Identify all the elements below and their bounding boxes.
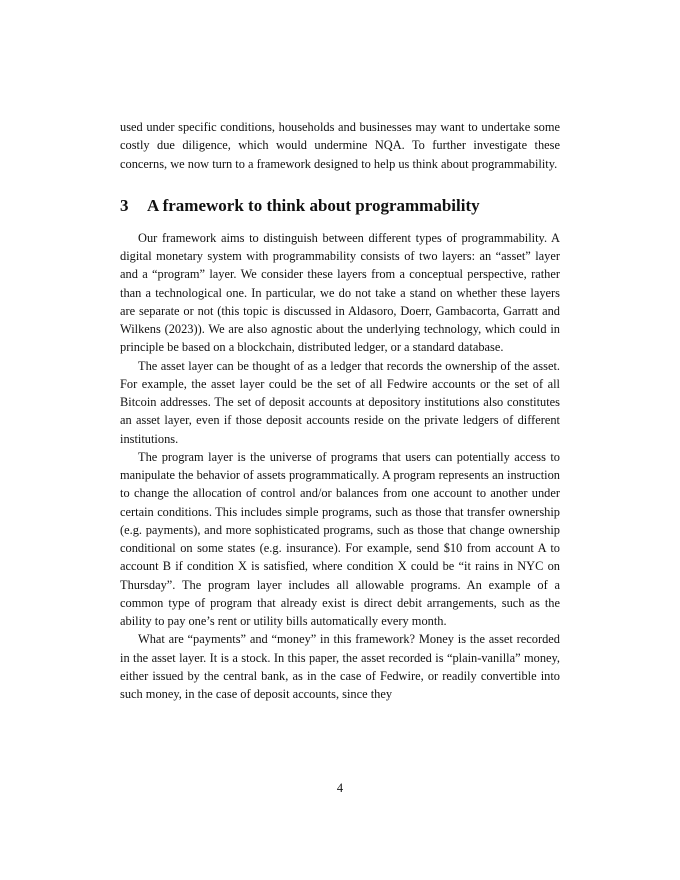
section-title: A framework to think about programmability [147,195,480,215]
intro-paragraph: used under specific conditions, households and businesses may want to undertake some costly due diligence, which would undermine NQA. To further investigate these concerns, we now turn to a framework designed to help us think about programmability. [120,120,560,171]
paragraph-program-layer: The program layer is the universe of programs that users can potentially access to manipulate the behavior of assets programmatically. A program represents an instruction to change the allocation of control and/or balances from one account to another under certain conditions. This includes simple programs, such as those that transfer ownership (e.g. payments), and more sophisticated programs, such as those that change ownership conditional on some states (e.g. insurance). For example, send $10 from account A to account B if condition X is satisfied, where condition X could be “it rains in NYC on Thursday”. The program layer includes all allowable programs. An example of a common type of program that already exist is direct debit arrangements, such as the ability to pay one’s rent or utility bills automatically every month. [120,449,560,628]
section-number: 3 [120,195,129,215]
paragraph-asset-layer: The asset layer can be thought of as a ledger that records the ownership of the asset. For example, the asset layer could be the set of all Fedwire accounts or the set of all Bitcoin addresses. The set of deposit accounts at depository institutions also constitutes an asset layer, even if those deposit accounts reside on the private ledgers of different institutions. [120,358,560,446]
section-heading [120,195,560,217]
page-body [120,118,560,703]
page-number: 4 [336,781,344,795]
paragraph-payments-money: What are “payments” and “money” in this framework? Money is the asset recorded in the asset layer. It is a stock. In this paper, the asset recorded is “plain-vanilla” money, either issued by the central bank, as in the case of Fedwire, or readily convertible into such money, in the case of deposit accounts, since they [120,632,560,701]
paragraph-framework: Our framework aims to distinguish between different types of programmability. A digital monetary system with programmability consists of two layers: an “asset” layer and a “program” layer. We consider these layers from a conceptual perspective, rather than a technological one. In particular, we do not take a stand on whether these layers are separate or not (this topic is discussed in Aldasoro, Doerr, Gambacorta, Garratt and Wilkens (2023)). We are also agnostic about the underlying technology, which could in principle be based on a blockchain, distributed ledger, or a standard database. [120,230,560,355]
